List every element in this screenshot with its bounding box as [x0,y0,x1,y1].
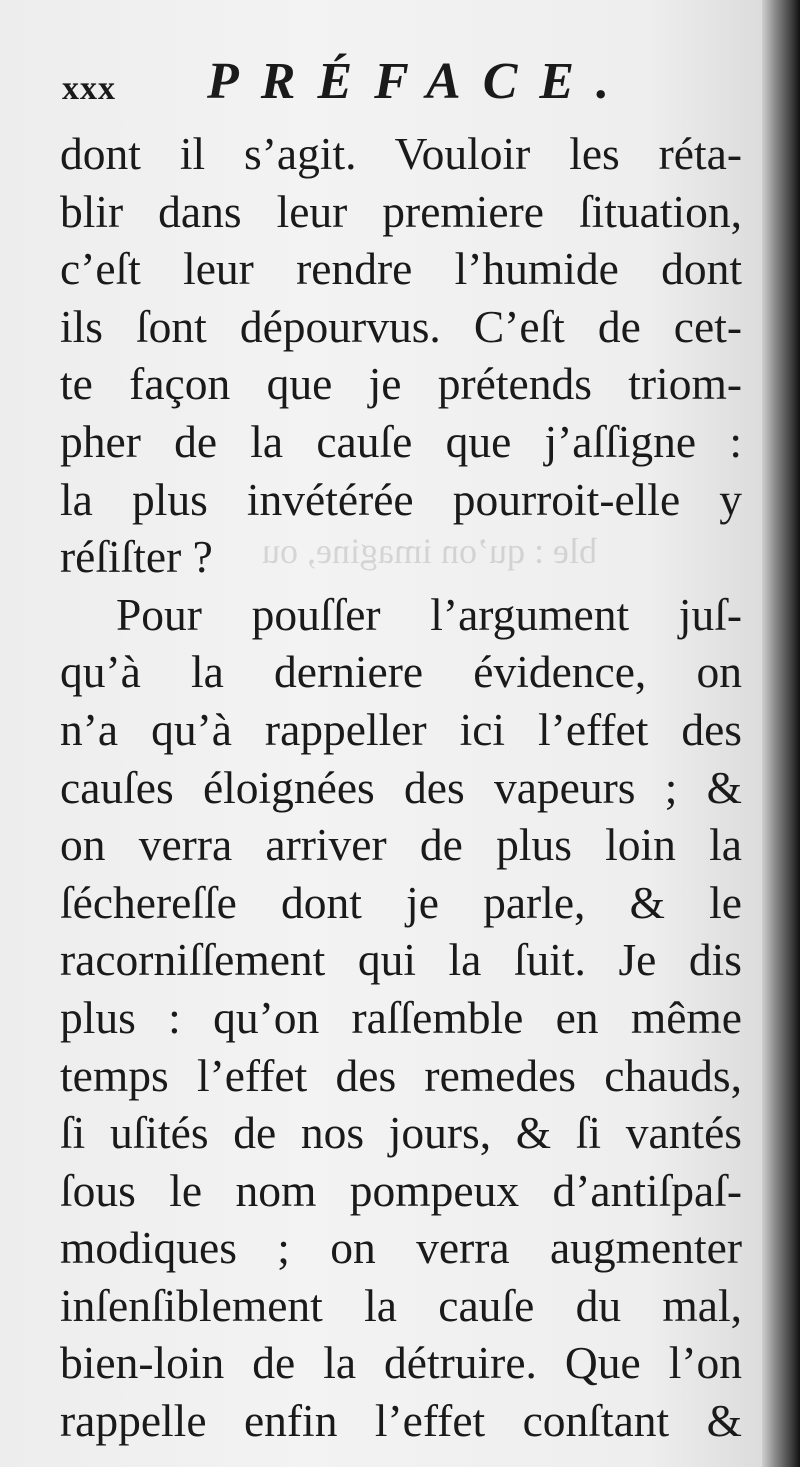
text-line: c’eſt leur rendre l’humide dont [60,243,742,295]
text-line: ſécherеſſe dont je parle, & le [60,876,742,928]
page-gutter-shadow [762,0,800,1467]
text-line: cauſes éloignées des vapeurs ; & [60,761,742,813]
page-number: xxx [62,70,116,107]
text-line: blir dans leur premiere ſituation, [60,185,742,237]
text-line: te façon que je prétends triom- [60,358,742,410]
text-line: bien-loin de la détruire. Que l’on [60,1337,742,1389]
text-line: ſous le nom pompeux d’antiſpaſ- [60,1164,742,1216]
body-text [60,125,742,1450]
running-head: PRÉFACE. [207,53,632,110]
text-line: la plus invétérée pourroit-elle y [60,473,742,525]
text-line: pher de la cauſe que j’aſſigne : [60,415,742,467]
paragraph-first-line: Pour pouſſer l’argument juſ- [116,588,742,640]
text-line: modiques ; on verra augmenter [60,1222,742,1274]
text-line: rappelle enfin l’effet conſtant & [60,1395,742,1447]
bleed-through-text: ble : qu’on imagine, ou [262,531,597,571]
text-line: inſenſiblement la cauſe du mal, [60,1279,742,1331]
text-line: ſi uſités de nos jours, & ſi vantés [60,1107,742,1159]
text-line: dont il s’agit. Vouloir les réta- [60,128,742,179]
paragraph-end-line: réſiſter ? [60,531,213,583]
text-line: on verra arriver de plus loin la [60,819,742,871]
text-line: plus : qu’on raſſemble en même [60,991,742,1043]
page-header [62,52,742,122]
text-line: racorniſſement qui la ſuit. Je dis [60,934,742,986]
text-line: ils ſont dépourvus. C’eſt de cet- [60,300,742,352]
text-line: qu’à la derniere évidence, on [60,646,742,698]
text-line: temps l’effet des remedes chauds, [60,1049,742,1101]
text-line: n’a qu’à rappeller ici l’effet des [60,703,742,755]
